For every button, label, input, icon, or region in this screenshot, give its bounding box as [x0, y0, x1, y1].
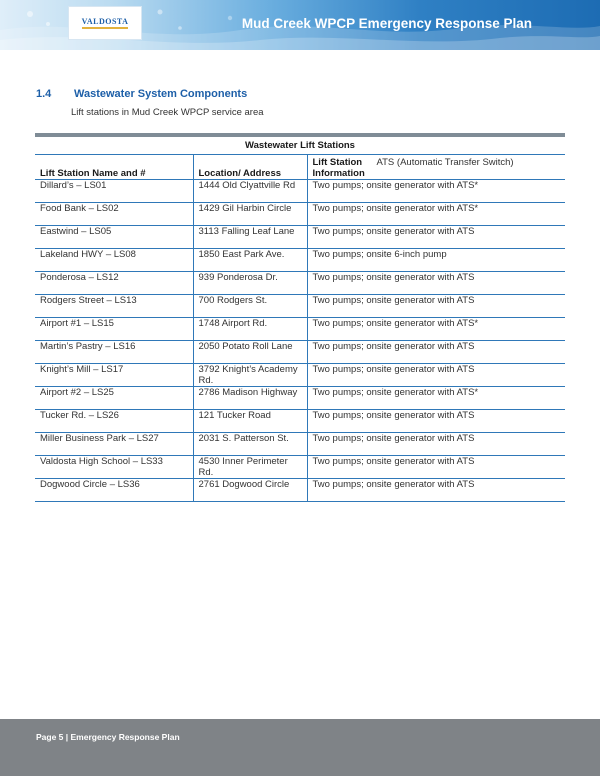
table-row [35, 479, 565, 502]
table-row [35, 364, 565, 387]
address-cell: 2050 Potato Roll Lane [193, 341, 307, 364]
header-address: Location/ Address [193, 155, 307, 180]
page-header [0, 0, 600, 50]
address-cell: 3792 Knight’s Academy Rd. [193, 364, 307, 387]
table-body [35, 180, 565, 502]
document-title: Mud Creek WPCP Emergency Response Plan [241, 16, 532, 31]
information-cell: Two pumps; onsite generator with ATS* [307, 203, 565, 226]
information-cell: Two pumps; onsite generator with ATS [307, 272, 565, 295]
table-caption-row [35, 137, 565, 155]
address-cell: 1444 Old Clyattville Rd [193, 180, 307, 203]
table-row [35, 341, 565, 364]
station-name-cell: Ponderosa – LS12 [35, 272, 193, 295]
information-cell: Two pumps; onsite generator with ATS* [307, 318, 565, 341]
information-cell: Two pumps; onsite 6-inch pump [307, 249, 565, 272]
station-name-cell: Dogwood Circle – LS36 [35, 479, 193, 502]
address-cell: 1429 Gil Harbin Circle [193, 203, 307, 226]
page-footer [0, 719, 600, 776]
section-heading [36, 88, 247, 100]
station-name-cell: Valdosta High School – LS33 [35, 456, 193, 479]
table-caption: Wastewater Lift Stations [35, 137, 565, 155]
table-row [35, 433, 565, 456]
information-cell: Two pumps; onsite generator with ATS* [307, 387, 565, 410]
lift-stations-table [35, 133, 565, 502]
valdosta-logo [68, 6, 142, 40]
address-cell: 3113 Falling Leaf Lane [193, 226, 307, 249]
station-name-cell: Dillard’s – LS01 [35, 180, 193, 203]
address-cell: 4530 Inner Perimeter Rd. [193, 456, 307, 479]
station-name-cell: Airport #1 – LS15 [35, 318, 193, 341]
address-cell: 1748 Airport Rd. [193, 318, 307, 341]
address-cell: 1850 East Park Ave. [193, 249, 307, 272]
footer-page-label: Page 5 | Emergency Response Plan [36, 732, 180, 742]
station-name-cell: Rodgers Street – LS13 [35, 295, 193, 318]
header-ats-note: ATS (Automatic Transfer Switch) [376, 157, 514, 168]
station-name-cell: Miller Business Park – LS27 [35, 433, 193, 456]
station-name-cell: Lakeland HWY – LS08 [35, 249, 193, 272]
information-cell: Two pumps; onsite generator with ATS [307, 433, 565, 456]
table-row [35, 180, 565, 203]
information-cell: Two pumps; onsite generator with ATS [307, 479, 565, 502]
information-cell: Two pumps; onsite generator with ATS [307, 295, 565, 318]
information-cell: Two pumps; onsite generator with ATS* [307, 180, 565, 203]
header-station-name: Lift Station Name and # [35, 155, 193, 180]
station-name-cell: Eastwind – LS05 [35, 226, 193, 249]
table-row [35, 387, 565, 410]
table-row [35, 456, 565, 479]
address-cell: 2786 Madison Highway [193, 387, 307, 410]
information-cell: Two pumps; onsite generator with ATS [307, 226, 565, 249]
information-cell: Two pumps; onsite generator with ATS [307, 456, 565, 479]
table-row [35, 272, 565, 295]
header-information-label: Lift Station Information [312, 157, 365, 179]
station-name-cell: Knight’s Mill – LS17 [35, 364, 193, 387]
section-title: Wastewater System Components [74, 88, 248, 100]
header-information [307, 155, 565, 180]
address-cell: 2031 S. Patterson St. [193, 433, 307, 456]
table-row [35, 203, 565, 226]
address-cell: 121 Tucker Road [193, 410, 307, 433]
table-row [35, 318, 565, 341]
table-row [35, 226, 565, 249]
section-number: 1.4 [36, 88, 52, 100]
table-row [35, 295, 565, 318]
logo-text: VALDOSTA [82, 17, 129, 29]
station-name-cell: Martin’s Pastry – LS16 [35, 341, 193, 364]
information-cell: Two pumps; onsite generator with ATS [307, 364, 565, 387]
section-subtitle: Lift stations in Mud Creek WPCP service area [71, 107, 264, 118]
address-cell: 700 Rodgers St. [193, 295, 307, 318]
address-cell: 2761 Dogwood Circle [193, 479, 307, 502]
information-cell: Two pumps; onsite generator with ATS [307, 410, 565, 433]
station-name-cell: Food Bank – LS02 [35, 203, 193, 226]
station-name-cell: Airport #2 – LS25 [35, 387, 193, 410]
information-cell: Two pumps; onsite generator with ATS [307, 341, 565, 364]
table-row [35, 249, 565, 272]
address-cell: 939 Ponderosa Dr. [193, 272, 307, 295]
table-header-row [35, 155, 565, 180]
station-name-cell: Tucker Rd. – LS26 [35, 410, 193, 433]
table-row [35, 410, 565, 433]
